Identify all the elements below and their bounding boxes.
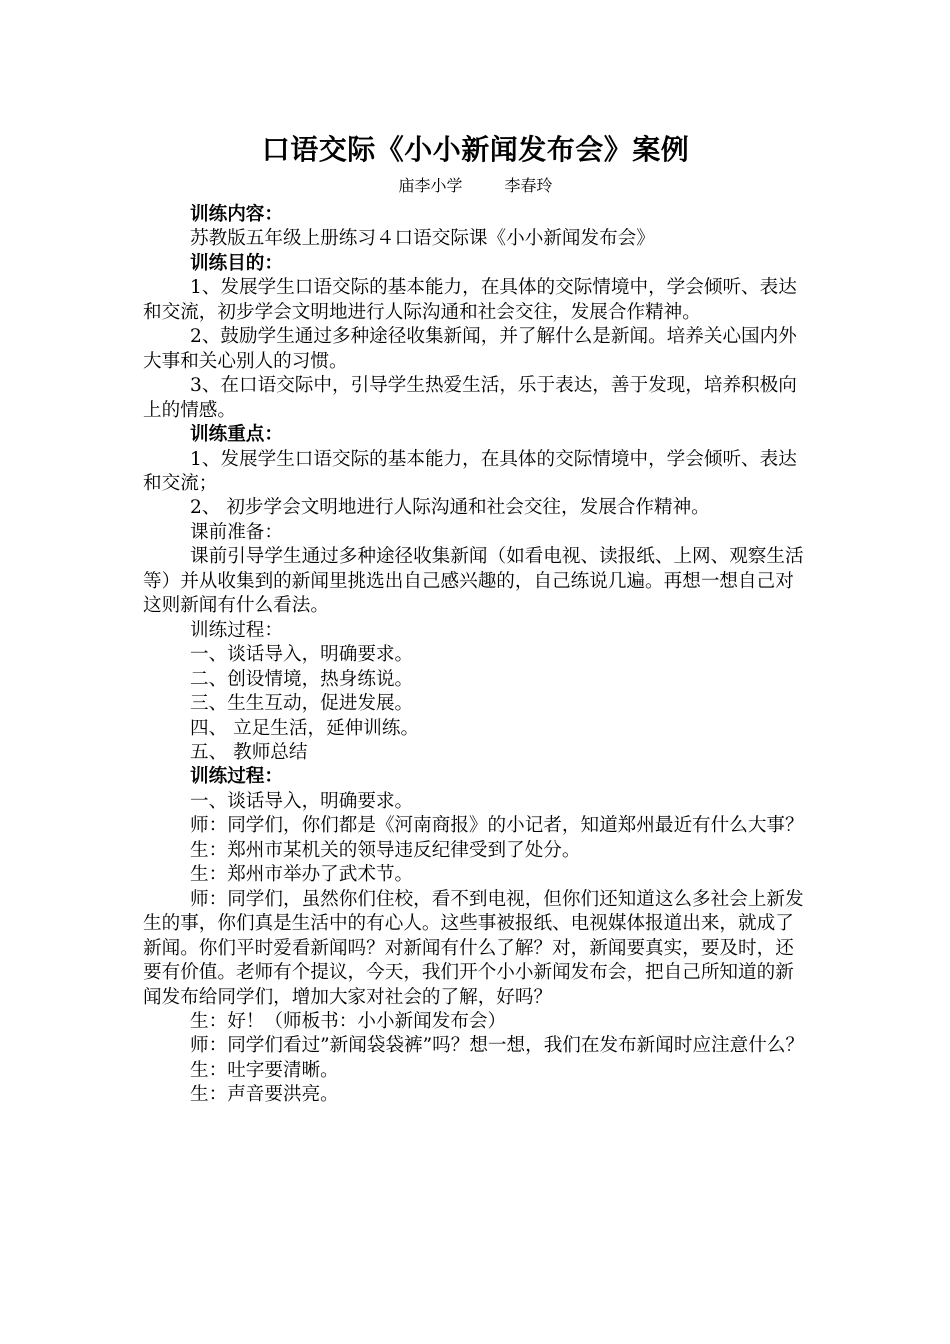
section-heading: 训练目的： [190, 252, 283, 274]
section-heading: 训练重点： [190, 424, 283, 446]
paragraph: 生：郑州市举办了武术节。 [190, 864, 414, 886]
paragraph: 生：声音要洪亮。 [190, 1084, 339, 1106]
paragraph: 师：同学们看过”新闻袋袋裤”吗？想一想，我们在发布新闻时应注意什么？ [190, 1035, 805, 1057]
paragraph: 二、创设情境，热身练说。 [190, 668, 414, 690]
paragraph: 生：吐字要清晰。 [190, 1059, 339, 1081]
paragraph: 五、 教师总结 [190, 741, 308, 763]
paragraph: 2、鼓励学生通过多种途径收集新闻，并了解什么是新闻。培养关心国内外大事和关心别人的习惯。 [143, 326, 797, 372]
paragraph: 生：郑州市某机关的领导违反纪律受到了处分。 [190, 839, 581, 861]
paragraph: 课前引导学生通过多种途径收集新闻（如看电视、读报纸、上网、观察生活等）并从收集到的新闻里挑选出自己感兴趣的，自己练说几遍。再想一想自己对这则新闻有什么看法。 [143, 546, 804, 617]
paragraph: 3、在口语交际中，引导学生热爱生活，乐于表达，善于发现，培养积极向上的情感。 [143, 375, 797, 421]
paragraph: 1、发展学生口语交际的基本能力，在具体的交际情境中，学会倾听、表达和交流，初步学会文明地进行人际沟通和社会交往，发展合作精神。 [143, 277, 797, 323]
paragraph: 训练过程： [190, 619, 283, 641]
paragraph: 一、谈话导入，明确要求。 [190, 644, 414, 666]
paragraph: 师：同学们，你们都是《河南商报》的小记者，知道郑州最近有什么大事？ [190, 815, 804, 837]
paragraph: 三、生生互动，促进发展。 [190, 693, 414, 715]
paragraph: 1、发展学生口语交际的基本能力，在具体的交际情境中，学会倾听、表达和交流； [143, 448, 797, 494]
author-name: 李春玲 [504, 176, 553, 195]
paragraph: 苏教版五年级上册练习４口语交际课《小小新闻发布会》 [190, 228, 655, 250]
school-name: 庙李小学 [398, 176, 463, 195]
document-body [143, 128, 808, 1108]
paragraph: 2、 初步学会文明地进行人际沟通和社会交往，发展合作精神。 [190, 497, 710, 519]
section-heading: 训练过程： [190, 766, 283, 788]
section-heading: 训练内容： [190, 204, 283, 225]
paragraph: 四、 立足生活，延伸训练。 [190, 717, 420, 739]
paragraph: 一、谈话导入，明确要求。 [190, 790, 414, 812]
author-line [143, 172, 808, 200]
paragraph: 课前准备： [190, 521, 283, 543]
document-title: 口语交际《小小新闻发布会》案例 [261, 133, 690, 166]
paragraph-list [143, 203, 808, 1108]
paragraph: 师：同学们，虽然你们住校，看不到电视，但你们还知道这么多社会上新发生的事，你们真是生活中的有心人。这些事被报纸、电视媒体报道出来，就成了新闻。你们平时爱看新闻吗？对新闻有什么了解？对，新闻要真实，要及时，还要有价值。老师有个提议，今天，我们开个小小新闻发布会，把自己所知道的新闻发布给同学们，增加大家对社会的了解，好吗？ [143, 888, 804, 1008]
paragraph: 生：好！（师板书：小小新闻发布会） [190, 1010, 507, 1032]
